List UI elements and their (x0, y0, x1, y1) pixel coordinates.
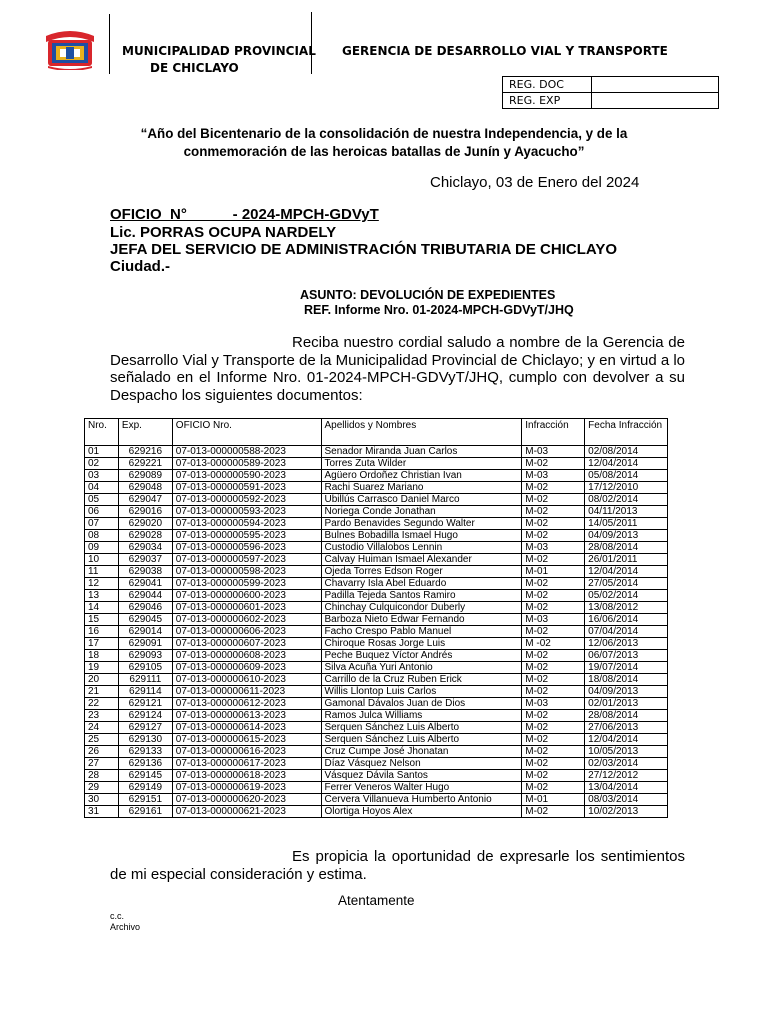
cell-infraccion: M-02 (522, 494, 585, 506)
cell-infraccion: M-02 (522, 530, 585, 542)
table-row (85, 518, 668, 530)
cell-fecha: 04/11/2013 (585, 506, 668, 518)
cell-oficio: 07-013-000000597-2023 (172, 554, 321, 566)
col-header-nro: Nro. (85, 419, 119, 446)
cell-infraccion: M-01 (522, 566, 585, 578)
cell-infraccion: M-02 (522, 722, 585, 734)
cell-oficio: 07-013-000000616-2023 (172, 746, 321, 758)
cell-nro: 09 (85, 542, 119, 554)
cell-nro: 14 (85, 602, 119, 614)
cell-fecha: 17/12/2010 (585, 482, 668, 494)
cell-nro: 27 (85, 758, 119, 770)
cell-oficio: 07-013-000000613-2023 (172, 710, 321, 722)
cell-nombres: Chiroque Rosas Jorge Luis (321, 638, 522, 650)
sign-off: Atentamente (338, 893, 415, 908)
cell-fecha: 13/08/2012 (585, 602, 668, 614)
cell-nro: 25 (85, 734, 119, 746)
col-header-infraccion: Infracción (522, 419, 585, 446)
cell-exp: 629034 (118, 542, 172, 554)
cell-fecha: 12/04/2014 (585, 566, 668, 578)
department-name: GERENCIA DE DESARROLLO VIAL Y TRANSPORTE (342, 44, 668, 58)
cell-oficio: 07-013-000000617-2023 (172, 758, 321, 770)
cell-oficio: 07-013-000000612-2023 (172, 698, 321, 710)
cell-fecha: 02/01/2013 (585, 698, 668, 710)
recipient-block (110, 224, 617, 275)
cell-exp: 629145 (118, 770, 172, 782)
cell-nombres: Facho Crespo Pablo Manuel (321, 626, 522, 638)
table-row (85, 794, 668, 806)
table-row (85, 674, 668, 686)
cell-exp: 629037 (118, 554, 172, 566)
cell-exp: 629136 (118, 758, 172, 770)
cell-oficio: 07-013-000000593-2023 (172, 506, 321, 518)
cell-exp: 629044 (118, 590, 172, 602)
cell-nro: 12 (85, 578, 119, 590)
cell-nro: 11 (85, 566, 119, 578)
cell-oficio: 07-013-000000619-2023 (172, 782, 321, 794)
municipality-name-line2: DE CHICLAYO (150, 61, 239, 75)
cell-nombres: Bulnes Bobadilla Ismael Hugo (321, 530, 522, 542)
table-row (85, 578, 668, 590)
cell-fecha: 12/04/2014 (585, 458, 668, 470)
cell-nombres: Torres Zuta Wilder (321, 458, 522, 470)
cell-nombres: Calvay Huiman Ismael Alexander (321, 554, 522, 566)
cell-nombres: Ferrer Veneros Walter Hugo (321, 782, 522, 794)
cell-nro: 15 (85, 614, 119, 626)
cell-infraccion: M-02 (522, 770, 585, 782)
cell-oficio: 07-013-000000607-2023 (172, 638, 321, 650)
cell-infraccion: M-02 (522, 662, 585, 674)
municipality-name-line1: MUNICIPALIDAD PROVINCIAL (122, 44, 316, 58)
cell-infraccion: M-03 (522, 470, 585, 482)
reg-doc-label: REG. DOC (503, 77, 592, 93)
cell-nro: 13 (85, 590, 119, 602)
table-row (85, 650, 668, 662)
cell-nro: 18 (85, 650, 119, 662)
cell-oficio: 07-013-000000595-2023 (172, 530, 321, 542)
cell-fecha: 28/08/2014 (585, 542, 668, 554)
table-row (85, 770, 668, 782)
col-header-fecha: Fecha Infracción (585, 419, 668, 446)
cell-infraccion: M-02 (522, 734, 585, 746)
cell-nombres: Cervera Villanueva Humberto Antonio (321, 794, 522, 806)
cell-fecha: 05/08/2014 (585, 470, 668, 482)
cell-nro: 17 (85, 638, 119, 650)
cell-fecha: 19/07/2014 (585, 662, 668, 674)
cell-nombres: Gamonal Dávalos Juan de Dios (321, 698, 522, 710)
cell-nro: 19 (85, 662, 119, 674)
cell-fecha: 12/04/2014 (585, 734, 668, 746)
col-header-oficio: OFICIO Nro. (172, 419, 321, 446)
cell-fecha: 10/02/2013 (585, 806, 668, 818)
col-header-exp: Exp. (118, 419, 172, 446)
cell-exp: 629016 (118, 506, 172, 518)
cell-oficio: 07-013-000000591-2023 (172, 482, 321, 494)
cell-nombres: Ramos Julca Williams (321, 710, 522, 722)
cell-infraccion: M-02 (522, 746, 585, 758)
cell-nro: 26 (85, 746, 119, 758)
cell-exp: 629121 (118, 698, 172, 710)
table-row (85, 470, 668, 482)
cell-nro: 10 (85, 554, 119, 566)
cell-infraccion: M-02 (522, 674, 585, 686)
letter-intro-paragraph (110, 334, 685, 404)
table-row (85, 710, 668, 722)
cell-nro: 05 (85, 494, 119, 506)
year-motto (108, 125, 660, 161)
recipient-title: JEFA DEL SERVICIO DE ADMINISTRACIÓN TRIBUTARIA DE CHICLAYO (110, 241, 617, 258)
registry-box (502, 76, 719, 109)
table-row (85, 482, 668, 494)
cell-fecha: 27/06/2013 (585, 722, 668, 734)
cell-exp: 629047 (118, 494, 172, 506)
cell-nombres: Agüero Ordoñez Christian Ivan (321, 470, 522, 482)
cell-oficio: 07-013-000000609-2023 (172, 662, 321, 674)
cell-nombres: Serquen Sánchez Luis Alberto (321, 734, 522, 746)
cell-nro: 29 (85, 782, 119, 794)
cell-nombres: Noriega Conde Jonathan (321, 506, 522, 518)
cell-exp: 629091 (118, 638, 172, 650)
recipient-city: Ciudad.- (110, 258, 170, 275)
cell-exp: 629041 (118, 578, 172, 590)
cell-infraccion: M-02 (522, 650, 585, 662)
cell-oficio: 07-013-000000588-2023 (172, 446, 321, 458)
cell-exp: 629020 (118, 518, 172, 530)
cell-nro: 16 (85, 626, 119, 638)
cell-infraccion: M-02 (522, 710, 585, 722)
table-row (85, 722, 668, 734)
cell-fecha: 28/08/2014 (585, 710, 668, 722)
cell-fecha: 14/05/2011 (585, 518, 668, 530)
cell-infraccion: M-02 (522, 626, 585, 638)
cell-nro: 03 (85, 470, 119, 482)
table-row (85, 698, 668, 710)
cell-exp: 629048 (118, 482, 172, 494)
table-row (85, 782, 668, 794)
cell-fecha: 05/02/2014 (585, 590, 668, 602)
cell-oficio: 07-013-000000608-2023 (172, 650, 321, 662)
cell-oficio: 07-013-000000611-2023 (172, 686, 321, 698)
table-row (85, 758, 668, 770)
cell-nro: 21 (85, 686, 119, 698)
oficio-number: OFICIO N° - 2024-MPCH-GDVyT (110, 206, 379, 223)
cell-fecha: 08/03/2014 (585, 794, 668, 806)
table-row (85, 662, 668, 674)
cell-oficio: 07-013-000000606-2023 (172, 626, 321, 638)
cell-nro: 02 (85, 458, 119, 470)
letter-date: Chiclayo, 03 de Enero del 2024 (430, 174, 640, 191)
cell-nombres: Chinchay Culquicondor Duberly (321, 602, 522, 614)
table-row (85, 806, 668, 818)
cell-infraccion: M-02 (522, 590, 585, 602)
cell-nombres: Carrillo de la Cruz Ruben Erick (321, 674, 522, 686)
cell-infraccion: M-02 (522, 782, 585, 794)
cell-infraccion: M-02 (522, 806, 585, 818)
cell-nro: 30 (85, 794, 119, 806)
cell-infraccion: M-03 (522, 446, 585, 458)
subject-line: ASUNTO: DEVOLUCIÓN DE EXPEDIENTES (300, 288, 556, 302)
cell-fecha: 27/05/2014 (585, 578, 668, 590)
cell-nombres: Pardo Benavides Segundo Walter (321, 518, 522, 530)
cell-oficio: 07-013-000000599-2023 (172, 578, 321, 590)
cell-fecha: 02/03/2014 (585, 758, 668, 770)
cell-exp: 629127 (118, 722, 172, 734)
cell-fecha: 26/01/2011 (585, 554, 668, 566)
recipient-name: Lic. PORRAS OCUPA NARDELY (110, 224, 337, 241)
cell-oficio: 07-013-000000614-2023 (172, 722, 321, 734)
subject-block (300, 288, 574, 318)
table-row (85, 506, 668, 518)
motto-line1: “Año del Bicentenario de la consolidación de nuestra Independencia, y de la (140, 126, 628, 141)
table-row (85, 638, 668, 650)
table-row (85, 446, 668, 458)
cell-nro: 24 (85, 722, 119, 734)
cell-nombres: Rachi Suarez Mariano (321, 482, 522, 494)
cell-fecha: 06/07/2013 (585, 650, 668, 662)
cell-infraccion: M-02 (522, 758, 585, 770)
cell-exp: 629089 (118, 470, 172, 482)
cell-infraccion: M-02 (522, 578, 585, 590)
cell-fecha: 16/06/2014 (585, 614, 668, 626)
cell-infraccion: M-02 (522, 506, 585, 518)
table-row (85, 590, 668, 602)
cell-exp: 629133 (118, 746, 172, 758)
reg-exp-value (592, 93, 719, 109)
table-row (85, 566, 668, 578)
cell-exp: 629114 (118, 686, 172, 698)
cell-exp: 629124 (118, 710, 172, 722)
cell-fecha: 08/02/2014 (585, 494, 668, 506)
table-row (85, 746, 668, 758)
table-row (85, 686, 668, 698)
cell-infraccion: M-03 (522, 614, 585, 626)
cell-infraccion: M-02 (522, 554, 585, 566)
cell-exp: 629151 (118, 794, 172, 806)
table-row (85, 602, 668, 614)
cell-oficio: 07-013-000000620-2023 (172, 794, 321, 806)
cell-nro: 20 (85, 674, 119, 686)
table-row (85, 554, 668, 566)
cell-infraccion: M-02 (522, 602, 585, 614)
closing-text: Es propicia la oportunidad de expresarle los sentimientos de mi especial consideración y estima. (110, 848, 685, 883)
cell-infraccion: M-01 (522, 794, 585, 806)
cell-nombres: Willis Llontop Luis Carlos (321, 686, 522, 698)
cell-oficio: 07-013-000000590-2023 (172, 470, 321, 482)
cell-infraccion: M-02 (522, 686, 585, 698)
cell-exp: 629046 (118, 602, 172, 614)
documents-table (84, 418, 668, 818)
cell-nombres: Vásquez Dávila Santos (321, 770, 522, 782)
cell-oficio: 07-013-000000618-2023 (172, 770, 321, 782)
cell-nro: 08 (85, 530, 119, 542)
cell-exp: 629014 (118, 626, 172, 638)
cell-nombres: Ubillús Carrasco Daniel Marco (321, 494, 522, 506)
cell-fecha: 13/04/2014 (585, 782, 668, 794)
cell-exp: 629028 (118, 530, 172, 542)
cell-fecha: 04/09/2013 (585, 686, 668, 698)
cell-infraccion: M-03 (522, 542, 585, 554)
cell-nombres: Padilla Tejeda Santos Ramiro (321, 590, 522, 602)
municipality-logo (44, 28, 96, 70)
motto-line2: conmemoración de las heroicas batallas de Junín y Ayacucho” (183, 144, 585, 159)
cell-fecha: 18/08/2014 (585, 674, 668, 686)
letter-intro-text: Reciba nuestro cordial saludo a nombre de la Gerencia de Desarrollo Vial y Transporte de la Municipalidad Provincial de Chiclayo; y en virtud a lo señalado en el Informe Nro. 01-2024-MPCH-GDVyT/JHQ, cumplo con devolver a su Despacho los siguientes documentos: (110, 334, 686, 404)
cell-nombres: Ojeda Torres Edson Roger (321, 566, 522, 578)
cell-nro: 06 (85, 506, 119, 518)
cell-nombres: Cruz Cumpe José Jhonatan (321, 746, 522, 758)
cell-nombres: Silva Acuña Yuri Antonio (321, 662, 522, 674)
cell-exp: 629216 (118, 446, 172, 458)
cell-nombres: Barboza Nieto Edwar Fernando (321, 614, 522, 626)
cc-label: c.c. (110, 911, 125, 921)
cell-fecha: 04/09/2013 (585, 530, 668, 542)
cell-nro: 28 (85, 770, 119, 782)
cell-nombres: Custodio Villalobos Lennin (321, 542, 522, 554)
cell-nombres: Peche Buquez Víctor Andrés (321, 650, 522, 662)
reg-doc-value (592, 77, 719, 93)
cell-nro: 01 (85, 446, 119, 458)
cell-infraccion: M-03 (522, 698, 585, 710)
cell-infraccion: M-02 (522, 482, 585, 494)
cell-oficio: 07-013-000000600-2023 (172, 590, 321, 602)
cell-fecha: 07/04/2014 (585, 626, 668, 638)
cell-oficio: 07-013-000000598-2023 (172, 566, 321, 578)
cell-exp: 629221 (118, 458, 172, 470)
cell-exp: 629149 (118, 782, 172, 794)
cell-nro: 31 (85, 806, 119, 818)
cell-oficio: 07-013-000000592-2023 (172, 494, 321, 506)
cell-oficio: 07-013-000000601-2023 (172, 602, 321, 614)
cc-block (110, 911, 140, 933)
header-divider-left (109, 14, 110, 74)
table-row (85, 614, 668, 626)
cell-exp: 629045 (118, 614, 172, 626)
cell-nombres: Olortiga Hoyos Alex (321, 806, 522, 818)
cell-infraccion: M -02 (522, 638, 585, 650)
cell-nro: 07 (85, 518, 119, 530)
col-header-nombres: Apellidos y Nombres (321, 419, 522, 446)
cell-nro: 23 (85, 710, 119, 722)
cell-exp: 629161 (118, 806, 172, 818)
cell-oficio: 07-013-000000602-2023 (172, 614, 321, 626)
table-row (85, 458, 668, 470)
cc-item: Archivo (110, 922, 141, 932)
cell-oficio: 07-013-000000589-2023 (172, 458, 321, 470)
cell-nro: 22 (85, 698, 119, 710)
table-row (85, 542, 668, 554)
cell-oficio: 07-013-000000610-2023 (172, 674, 321, 686)
cell-nombres: Senador Miranda Juan Carlos (321, 446, 522, 458)
table-row (85, 530, 668, 542)
cell-oficio: 07-013-000000594-2023 (172, 518, 321, 530)
cell-nombres: Serquen Sánchez Luis Alberto (321, 722, 522, 734)
table-row (85, 626, 668, 638)
cell-exp: 629111 (118, 674, 172, 686)
cell-infraccion: M-02 (522, 458, 585, 470)
cell-fecha: 10/05/2013 (585, 746, 668, 758)
reg-exp-label: REG. EXP (503, 93, 592, 109)
cell-exp: 629038 (118, 566, 172, 578)
header-divider-right (311, 12, 312, 74)
cell-exp: 629093 (118, 650, 172, 662)
table-header-row (85, 419, 668, 446)
cell-oficio: 07-013-000000615-2023 (172, 734, 321, 746)
closing-paragraph (110, 848, 685, 883)
cell-infraccion: M-02 (522, 518, 585, 530)
table-row (85, 494, 668, 506)
cell-fecha: 12/06/2013 (585, 638, 668, 650)
cell-exp: 629130 (118, 734, 172, 746)
cell-fecha: 27/12/2012 (585, 770, 668, 782)
reference-line: REF. Informe Nro. 01-2024-MPCH-GDVyT/JHQ (304, 303, 574, 317)
cell-exp: 629105 (118, 662, 172, 674)
cell-nombres: Díaz Vásquez Nelson (321, 758, 522, 770)
cell-fecha: 02/08/2014 (585, 446, 668, 458)
cell-oficio: 07-013-000000596-2023 (172, 542, 321, 554)
cell-nombres: Chavarry Isla Abel Eduardo (321, 578, 522, 590)
table-row (85, 734, 668, 746)
cell-nro: 04 (85, 482, 119, 494)
cell-oficio: 07-013-000000621-2023 (172, 806, 321, 818)
